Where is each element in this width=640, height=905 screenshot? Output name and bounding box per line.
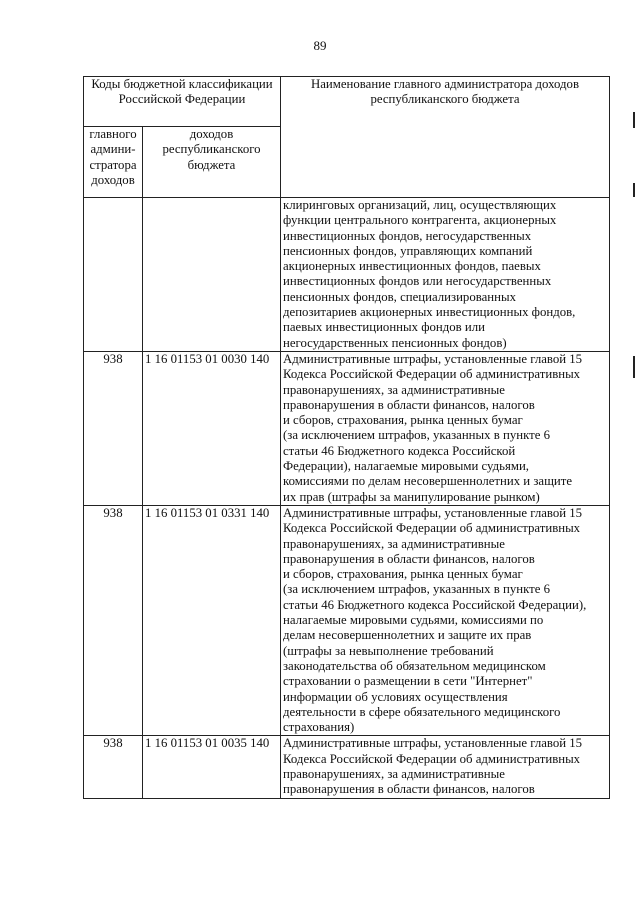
- revenue-code-cell: 1 16 01153 01 0030 140: [143, 351, 281, 505]
- revenue-name-cell: [281, 736, 610, 798]
- codes-group-header: Коды бюджетной классификации Российской Федерации: [84, 77, 281, 127]
- name-column-header: Наименование главного администратора доходов республиканского бюджета: [281, 77, 610, 198]
- budget-classification-table: [83, 76, 610, 799]
- revenue-name-cell: [281, 505, 610, 735]
- revenue-code-cell: [143, 198, 281, 352]
- scan-edge-mark: [633, 356, 635, 378]
- revenue-column-header: доходов республиканского бюджета: [143, 127, 281, 198]
- revenue-name-cell: [281, 198, 610, 352]
- scan-edge-mark: [633, 183, 635, 197]
- table-row: [84, 351, 610, 505]
- admin-code-cell: [84, 198, 143, 352]
- revenue-name-text: Административные штрафы, установленные главой 15 Кодекса Российской Федерации об административных правонарушениях, за административные правонарушения в области финансов, налогов и сборов, страхования, рынка ценных бумаг (за исключением штрафов, указанных в пункте 6 статьи 46 Бюджетного кодекса Российской Федерации), налагаемые мировыми судьями, комиссиями по делам несовершеннолетних и защите их прав (штрафы за манипулирование рынком): [283, 351, 583, 504]
- page-number: 89: [313, 38, 327, 53]
- admin-code-cell: 938: [84, 736, 143, 798]
- revenue-code-cell: 1 16 01153 01 0035 140: [143, 736, 281, 798]
- table-row: [84, 198, 610, 352]
- revenue-name-cell: [281, 351, 610, 505]
- table-row: [84, 736, 610, 798]
- admin-code-cell: 938: [84, 505, 143, 735]
- revenue-name-text: Административные штрафы, установленные главой 15 Кодекса Российской Федерации об административных правонарушениях, за административные правонарушения в области финансов, налогов и сборов, страхования, рынка ценных бумаг (за исключением штрафов, указанных в пункте 6 статьи 46 Бюджетного кодекса Российской Федерации), налагаемые мировыми судьями, комиссиями по делам несовершеннолетних и защите их прав (штрафы за невыполнение требований законодательства об обязательном медицинском страховании о размещении в сети "Интернет" информации об условиях осуществления деятельности в сфере обязательного медицинского страхования): [283, 505, 587, 735]
- revenue-name-text: клиринговых организаций, лиц, осуществляющих функции центрального контрагента, акционерных инвестиционных фондов, негосударственных пенсионных фондов, управляющих компаний акционерных инвестиционных фондов, паевых инвестиционных фондов или негосударственных пенсионных фондов, специализированных депозитариев акционерных инвестиционных фондов, паевых инвестиционных фондов или негосударственных пенсионных фондов): [283, 198, 576, 350]
- admin-code-cell: 938: [84, 351, 143, 505]
- revenue-code-cell: 1 16 01153 01 0331 140: [143, 505, 281, 735]
- revenue-name-text: Административные штрафы, установленные главой 15 Кодекса Российской Федерации об административных правонарушениях, за административные правонарушения в области финансов, налогов: [283, 736, 583, 797]
- scan-edge-mark: [633, 112, 635, 128]
- table-header-row: [84, 77, 610, 127]
- table-row: [84, 505, 610, 735]
- admin-column-header: главного админи-стратора доходов: [84, 127, 143, 198]
